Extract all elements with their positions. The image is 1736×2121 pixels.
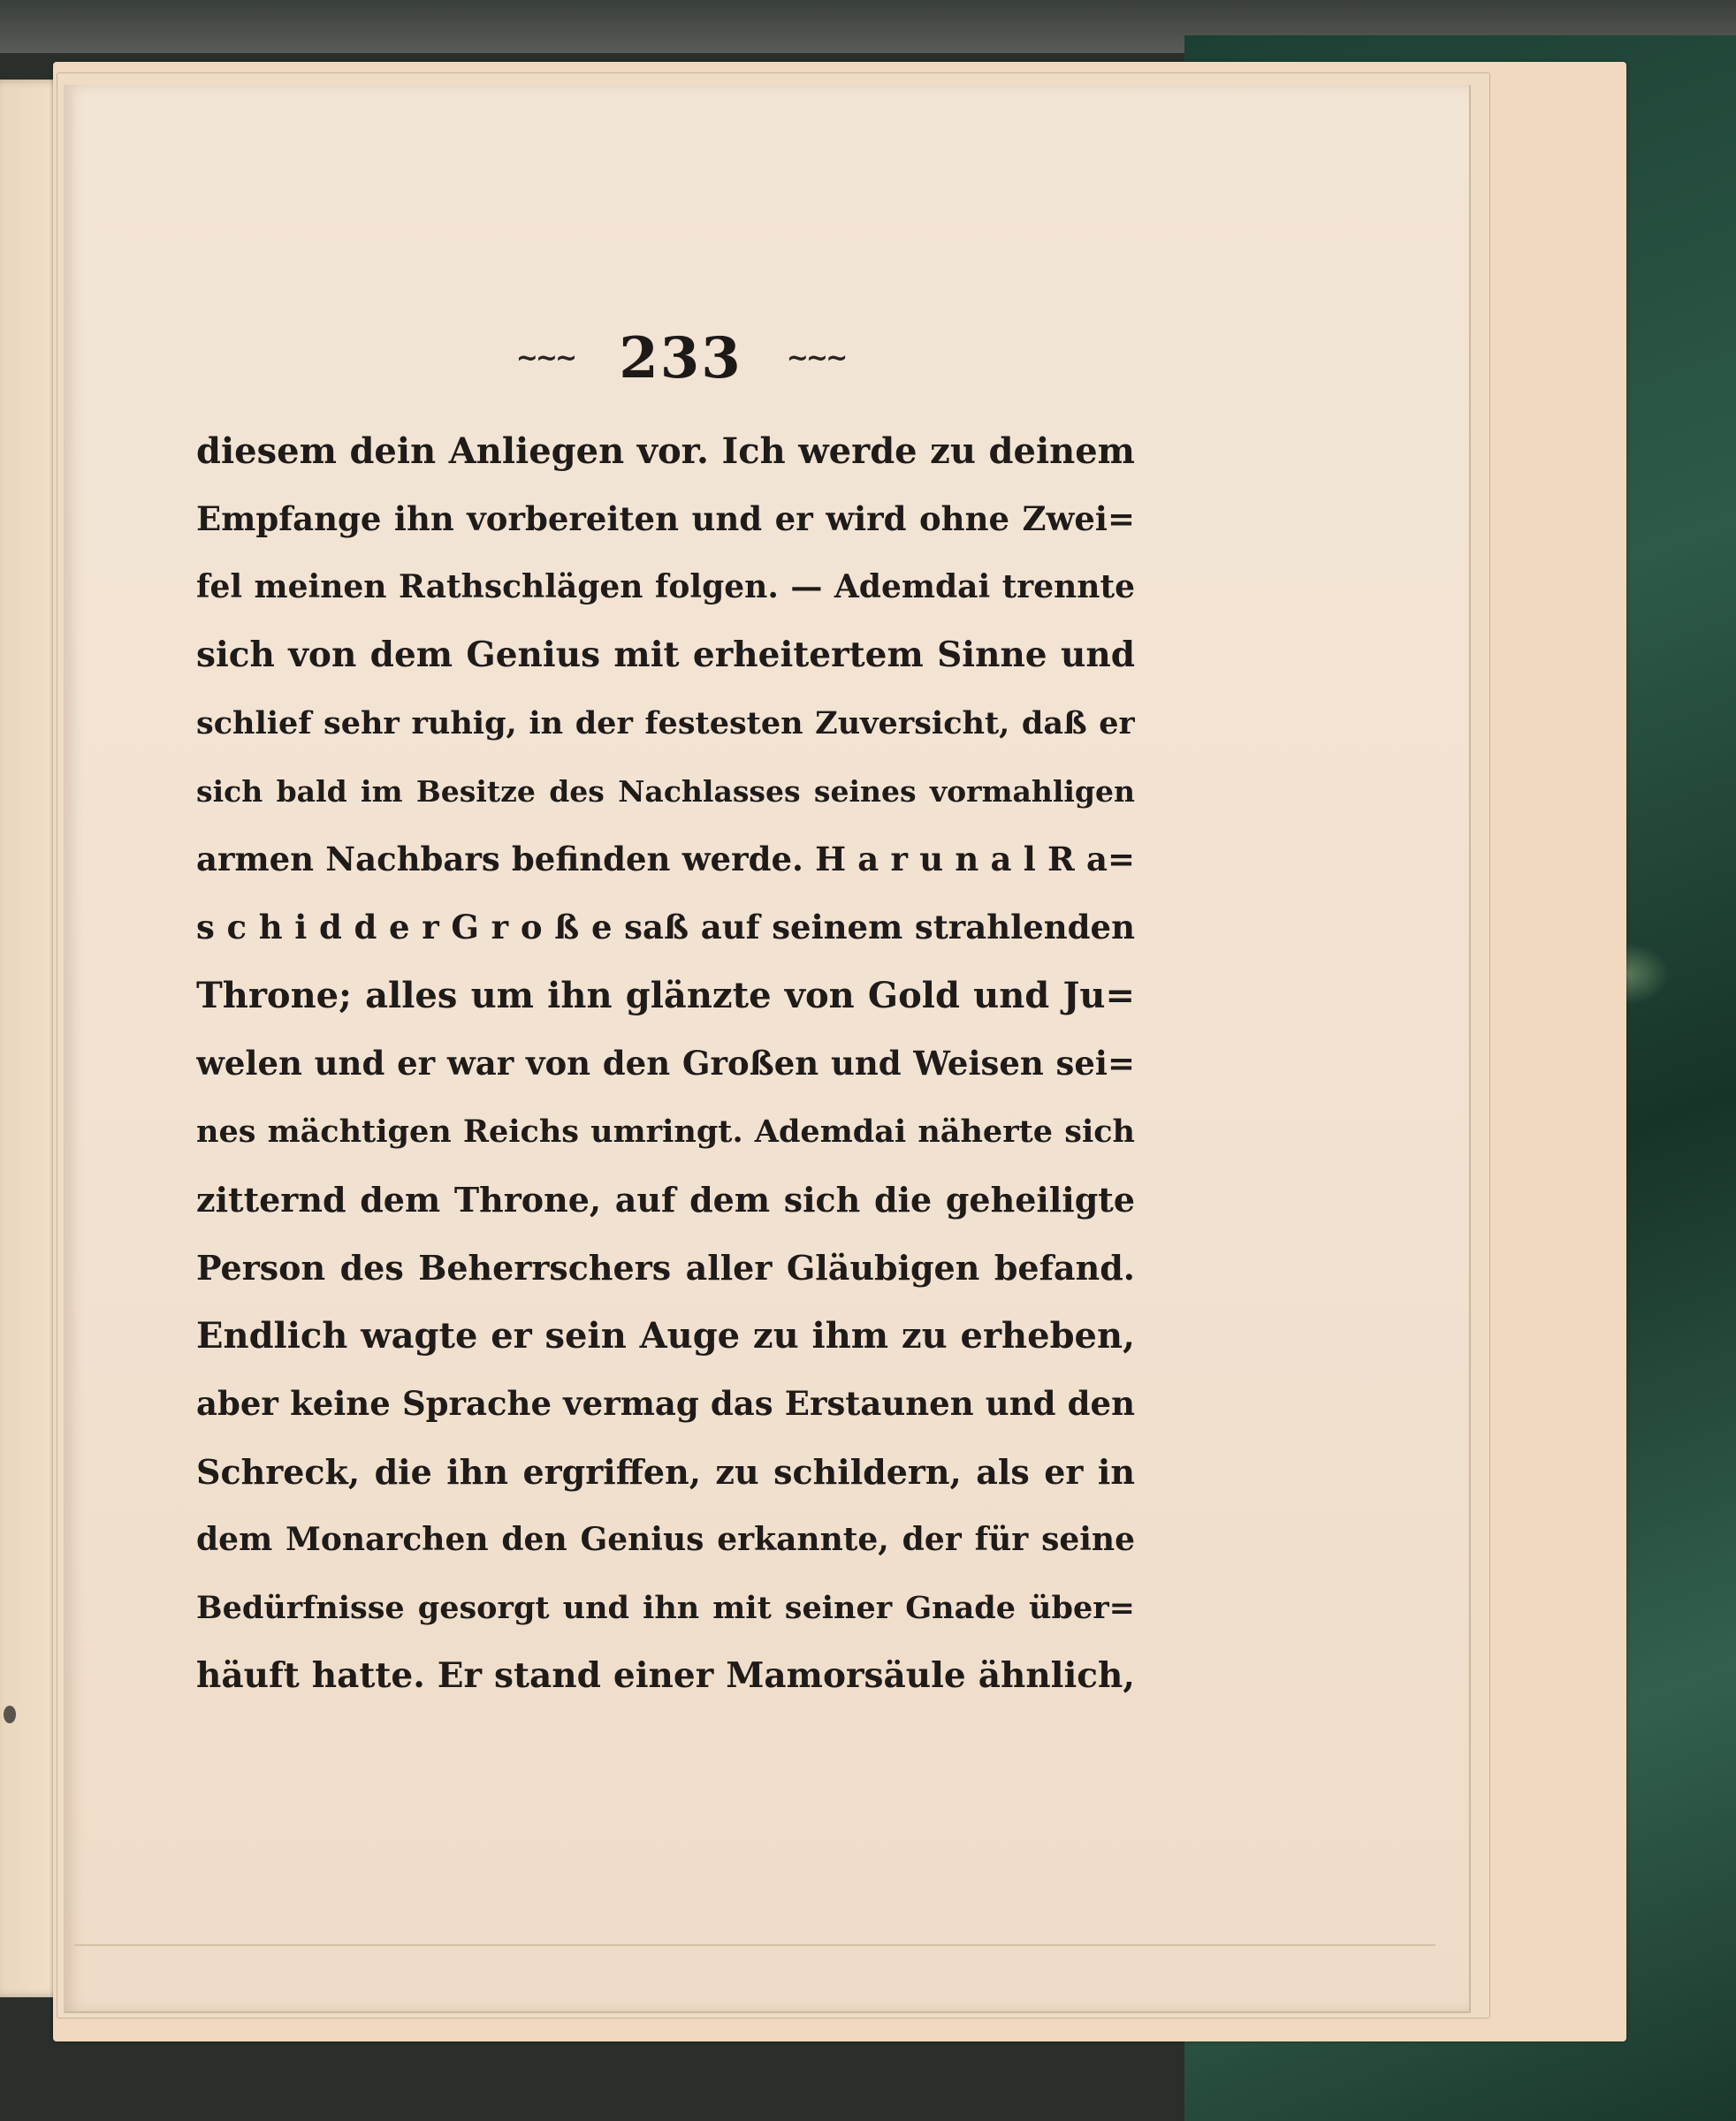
text-line: Schreck, die ihn ergriffen, zu schildern, als er in [196,1452,1135,1492]
text-line: häuft hatte. Er stand einer Mamorsäule ähnlich, [196,1655,1135,1696]
binding-hole [4,1706,16,1723]
page-header [495,318,866,398]
text-line: s c h i d d e r G r o ß e saß auf seinem strahlenden [196,908,1135,946]
text-line: armen Nachbars befinden werde. H a r u n a l R a= [196,840,1135,878]
text-line: Person des Beherrschers aller Gläubigen befand. [196,1248,1135,1288]
text-line: Empfange ihn vorbereiten und er wird ohne Zwei= [196,499,1135,538]
page-edge-line [74,1944,1435,1946]
page-number: 233 [619,324,742,392]
text-line: Bedürfnisse gesorgt und ihn mit seiner Gnade über= [196,1590,1135,1626]
text-line: welen und er war von den Großen und Weisen sei= [196,1044,1135,1083]
text-line: sich von dem Genius mit erheitertem Sinne und [196,635,1135,675]
ornament-right: ~~~ [786,342,846,374]
ornament-left: ~~~ [515,342,575,374]
text-line: sich bald im Besitze des Nachlasses seines vormahligen [196,774,1135,809]
text-line: fel meinen Rathschlägen folgen. — Ademdai trennte [196,568,1135,605]
text-line: aber keine Sprache vermag das Erstaunen und den [196,1384,1135,1423]
text-line: dem Monarchen den Genius erkannte, der für seine [196,1521,1135,1558]
body-text [196,417,1135,1710]
text-line: schlief sehr ruhig, in der festesten Zuversicht, daß er [196,705,1135,741]
text-line: Throne; alles um ihn glänzte von Gold und Ju= [196,975,1135,1016]
text-line: diesem dein Anliegen vor. Ich werde zu deinem [196,430,1135,472]
text-line: zitternd dem Throne, auf dem sich die geheiligte [196,1180,1135,1220]
text-line: Endlich wagte er sein Auge zu ihm zu erheben, [196,1315,1135,1357]
text-line: nes mächtigen Reichs umringt. Ademdai näherte sich [196,1114,1135,1150]
